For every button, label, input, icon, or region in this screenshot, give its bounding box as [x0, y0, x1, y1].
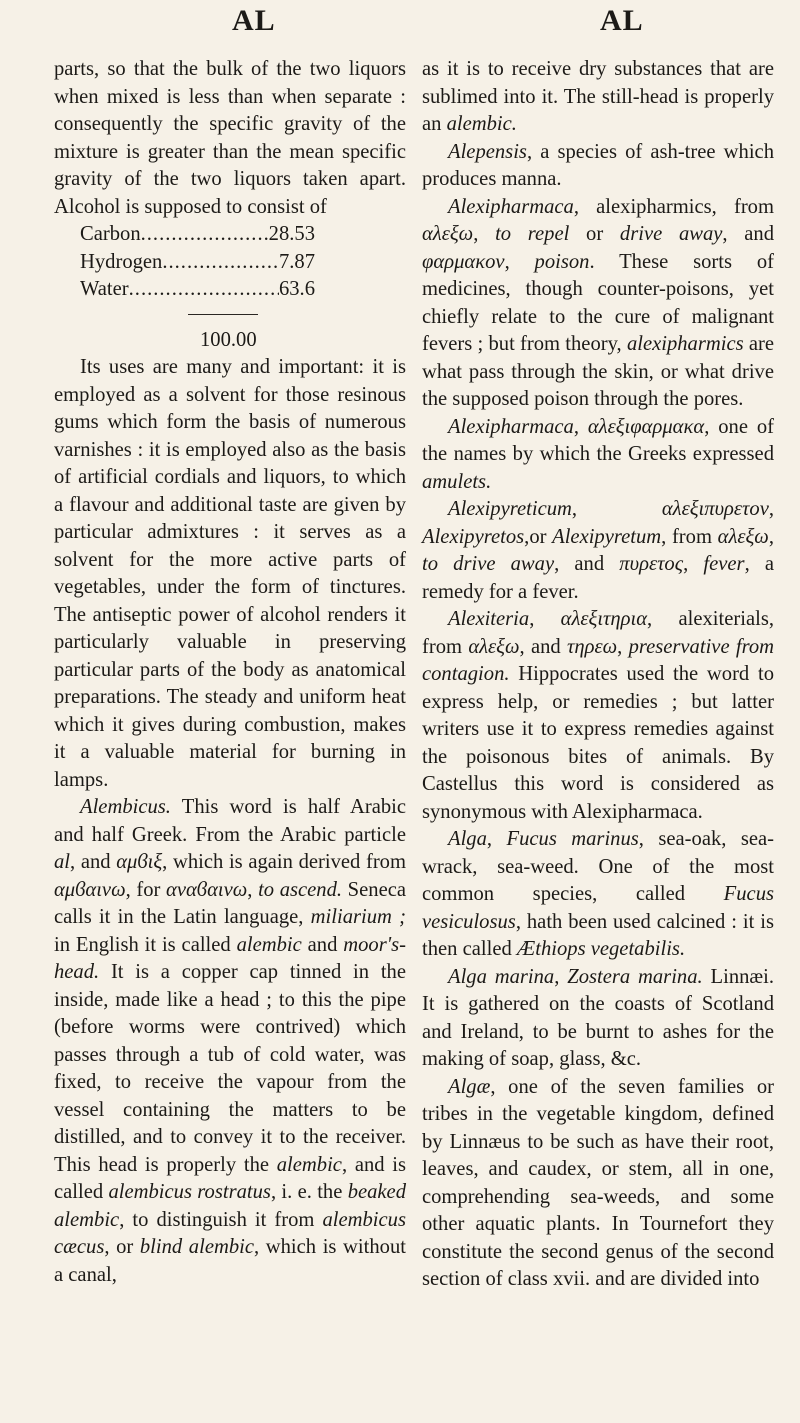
row-value: 28.53: [268, 223, 315, 245]
entry-alexiteria: Alexiteria, αλεξιτηρια, alexiterials, from αλεξω, and τηρεω, preservative from contagion. Hippocrates used the word to express help, or remedies ; but latter writers use it to express remedies against the poisonous bites of animals. By Castellus this word is considered as synonymous with Alexipharmaca.: [422, 608, 775, 823]
greek-word: αλεξιτηρια: [560, 608, 648, 630]
right-column: [422, 56, 774, 1294]
greek-word: αλεξω: [468, 635, 520, 658]
entry-alepensis: Alepensis, a species of ash-tree which produces manna.: [422, 140, 774, 190]
sum-rule: [188, 314, 258, 315]
entry-term: Alga: [448, 828, 487, 850]
entry-algae: Algæ, one of the seven families or tribes in the vegetable kingdom, defined by Linnæus to be such as have their root, leaves, and caudex, or stem, all in one, comprehending sea-weeds, and some other aquatic plants. In Tournefort they constitute the second genus of the second section of class xvii. and are divided into: [422, 1075, 774, 1290]
table-total: 100.00: [200, 328, 257, 351]
entry-term: Alga marina: [448, 965, 555, 988]
greek-word: αμϐαινω: [54, 878, 126, 901]
greek-word: τηρεω: [566, 635, 618, 658]
paragraph-still-head: as it is to receive dry substances that are sublimed into it. The still-head is properly an alembic.: [422, 58, 774, 135]
running-header-right: AL: [600, 4, 644, 37]
entry-alexipharmaca: Alexipharmaca, alexipharmics, from αλεξω, to repel or drive away, and φαρμακον, poison. These sorts of medicines, though counter-poisons, yet chiefly relate to the cure of malignant fevers ; but from theory, alexipharmics are what pass through the skin, or what drive the supposed poison through the pores.: [422, 195, 775, 410]
greek-word: αναϐαινω: [166, 878, 248, 901]
table-row: [80, 249, 315, 277]
paragraph-alcohol-uses: Its uses are many and important: it is employed as a solvent for those resinous gums which form the basis of numerous varnishes : it is employed also as the basis of artificial cordials and liquors, to which a flavour and additional taste are given by particular admixtures : it serves as a solvent for the more active parts of vegetables, under the form of tinctures. The antiseptic power of alcohol renders it particularly valuable in preserving particular parts of the body as anatomical preparations. The steady and uniform heat which it gives during combustion, makes it a valuable material for burning in lamps.: [54, 356, 406, 791]
greek-word: αλεξω: [717, 525, 769, 548]
entry-alexipharmaca-amulets: Alexipharmaca, αλεξιφαρμακα, one of the names by which the Greeks expressed amulets.: [422, 415, 775, 493]
greek-word: αλεξιπυρετον: [661, 498, 769, 520]
left-column: [54, 56, 406, 1289]
row-label: Carbon: [80, 223, 141, 245]
entry-term: Algæ: [448, 1075, 491, 1098]
running-header-left: AL: [232, 4, 276, 37]
greek-word: αλεξιφαρμακα: [587, 415, 705, 438]
entry-alexipyreticum: Alexipyreticum, αλεξιπυρετον, Alexipyretos,or Alexipyretum, from αλεξω, to drive away, and πυρετος, fever, a remedy for a fever.: [422, 498, 774, 603]
table-row: [80, 276, 315, 304]
row-value: 7.87: [278, 250, 315, 273]
row-value: 63.6: [278, 278, 315, 300]
greek-word: φαρμακον: [422, 250, 505, 273]
entry-alembicus: Alembicus. This word is half Arabic and half Greek. From the Arabic particle al, and αμϐιξ, which is again derived from αμϐαινω, for αναϐαινω, to ascend. Seneca calls it in the Latin language, miliarium ; in English it is called alembic and moor's-head. It is a copper cap tinned in the inside, made like a head ; to this the pipe (before worms were contrived) which passes through a tub of cold water, was fixed, to receive the vapour from the vessel containing the matters to be distilled, and to convey it to the receiver. This head is properly the alembic, and is called alembicus rostratus, i. e. the beaked alembic, to distinguish it from alembicus cæcus, or blind alembic, which is without a canal,: [54, 796, 407, 1286]
entry-alga: Alga, Fucus marinus, sea-oak, sea-wrack, sea-weed. One of the most common species, called Fucus vesiculosus, hath been used calcined : it is then called Æthiops vegetabilis.: [422, 828, 774, 960]
greek-word: αλεξω: [422, 223, 474, 245]
entry-alga-marina: Alga marina, Zostera marina. Linnæi. It is gathered on the coasts of Scotland and Ireland, to be burnt to ashes for the making of soap, glass, &c.: [422, 965, 775, 1070]
entry-term: Alexipharmaca: [448, 415, 574, 438]
table-row: [80, 221, 315, 249]
greek-word: πυρετος: [619, 553, 684, 575]
entry-term: Alepensis: [448, 140, 527, 163]
entry-term: Alexipyreticum: [448, 498, 572, 520]
entry-term: Alembicus.: [80, 796, 171, 818]
greek-word: αμϐιξ: [116, 851, 163, 873]
entry-term: Alexiteria: [448, 608, 530, 630]
paragraph-alcohol-mixture: parts, so that the bulk of the two liquors when mixed is less than when separate : consequently the specific gravity of the mixture is greater than the mean specific gravity of the two liquors taken apart. Alcohol is supposed to consist of: [54, 58, 406, 218]
row-label: Water: [80, 278, 129, 300]
row-label: Hydrogen: [80, 250, 163, 273]
entry-term: Alexipharmaca: [448, 195, 574, 218]
alcohol-composition-table: [80, 221, 406, 354]
